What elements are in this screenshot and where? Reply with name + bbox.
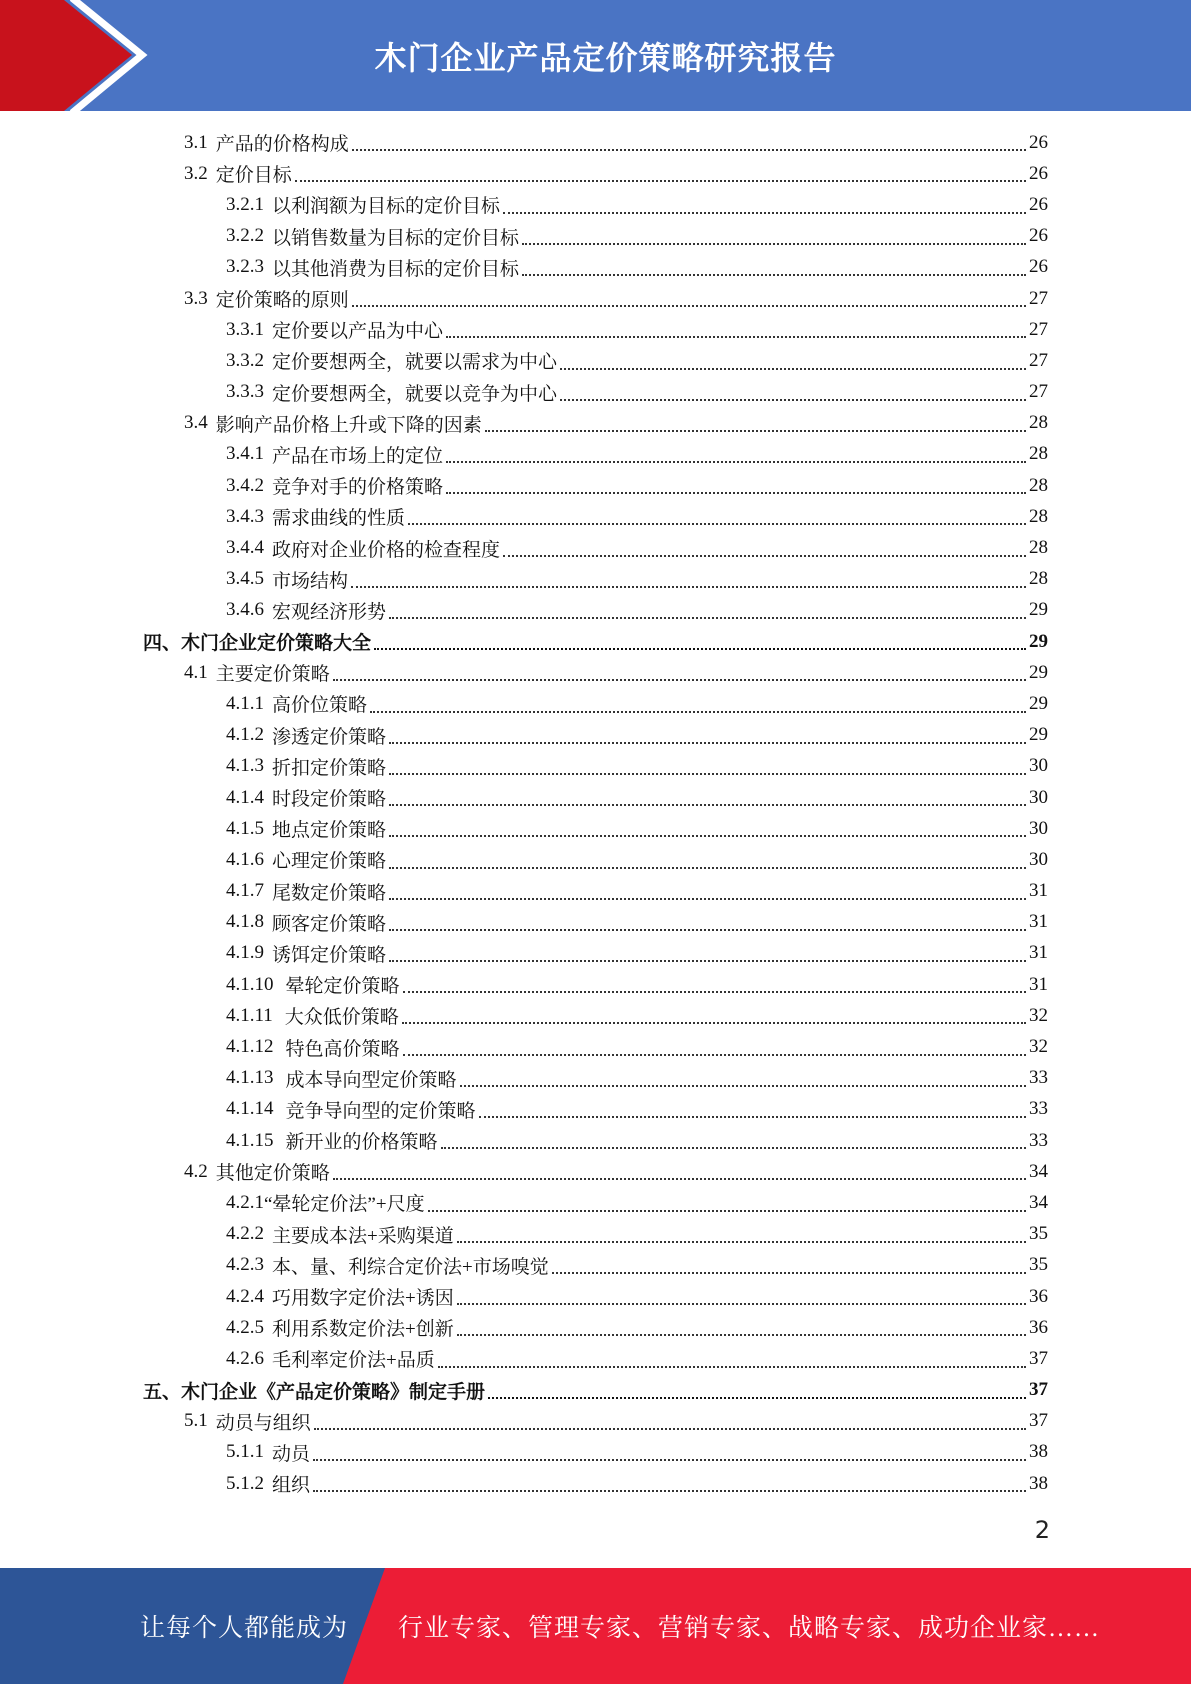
toc-entry-number: 4.1.10 [226, 973, 274, 995]
toc-entry-title: 成本导向型定价策略 [285, 1069, 457, 1091]
toc-entry-title: 毛利率定价法+品质 [272, 1350, 435, 1372]
toc-entry-page: 26 [1029, 225, 1048, 247]
toc-dot-leader [503, 211, 1026, 214]
toc-entry[interactable] [226, 938, 1048, 969]
toc-entry-number: 3.2.3 [226, 256, 264, 278]
toc-dot-leader [488, 1396, 1026, 1399]
toc-dot-leader [446, 335, 1026, 338]
toc-entry-number: 4.1.5 [226, 817, 264, 839]
toc-entry[interactable] [184, 283, 1048, 314]
toc-dot-leader [389, 741, 1026, 744]
table-of-contents [0, 127, 1191, 1499]
toc-entry-number: 4.1.9 [226, 942, 264, 964]
toc-entry[interactable] [226, 1000, 1048, 1031]
toc-entry[interactable] [143, 626, 1048, 657]
toc-entry-title: 高价位策略 [272, 695, 368, 717]
toc-entry[interactable] [226, 1125, 1048, 1156]
toc-entry-title: 本、量、利综合定价法+市场嗅觉 [272, 1256, 549, 1278]
toc-entry-page: 29 [1029, 661, 1048, 683]
toc-entry-title: 折扣定价策略 [272, 757, 387, 779]
toc-entry-title: 定价要以产品为中心 [272, 321, 444, 343]
toc-entry-page: 35 [1029, 1254, 1048, 1276]
toc-entry-number: 3.2 [184, 162, 208, 184]
toc-entry-number: 4.2 [184, 1160, 208, 1182]
toc-entry-title: 宏观经济形势 [272, 601, 387, 623]
toc-entry-number: 4.1.2 [226, 724, 264, 746]
toc-entry-page: 27 [1029, 349, 1048, 371]
toc-dot-leader [552, 1271, 1026, 1274]
toc-entry[interactable] [226, 189, 1048, 220]
toc-entry-page: 26 [1029, 256, 1048, 278]
toc-entry-number: 3.4.1 [226, 443, 264, 465]
toc-entry-page: 26 [1029, 193, 1048, 215]
toc-dot-leader [389, 803, 1026, 806]
toc-dot-leader [428, 1209, 1026, 1212]
toc-dot-leader [389, 866, 1026, 869]
toc-entry-number: 3.4.4 [226, 537, 264, 559]
toc-entry-page: 37 [1029, 1410, 1048, 1432]
toc-entry-number: 4.1.12 [226, 1036, 274, 1058]
toc-entry-title: 定价要想两全，就要以竞争为中心 [272, 383, 558, 405]
toc-entry[interactable] [184, 408, 1048, 439]
toc-entry-page: 30 [1029, 848, 1048, 870]
document-title: 木门企业产品定价策略研究报告 [374, 38, 837, 77]
toc-entry-page: 29 [1029, 599, 1048, 621]
toc-dot-leader [333, 1177, 1026, 1180]
toc-entry-number: 4.2.1 [226, 1191, 264, 1213]
toc-entry-number: 4.1 [184, 661, 208, 683]
toc-entry[interactable] [226, 532, 1048, 563]
toc-dot-leader [351, 585, 1026, 588]
toc-entry[interactable] [184, 158, 1048, 189]
toc-entry[interactable] [226, 1063, 1048, 1094]
toc-entry-page: 29 [1029, 692, 1048, 714]
toc-dot-leader [457, 1240, 1026, 1243]
toc-dot-leader [314, 1427, 1026, 1430]
toc-entry-title: 定价策略的原则 [215, 290, 349, 312]
toc-entry[interactable] [226, 252, 1048, 283]
toc-entry-number: 4.2.5 [226, 1316, 264, 1338]
toc-entry-title: 五、木门企业《产品定价策略》制定手册 [143, 1381, 486, 1403]
toc-entry-page: 31 [1029, 973, 1048, 995]
toc-dot-leader [438, 1365, 1026, 1368]
toc-entry-page: 32 [1029, 1004, 1048, 1026]
toc-entry-title: 需求曲线的性质 [272, 508, 406, 530]
toc-entry-title: 地点定价策略 [272, 820, 387, 842]
toc-entry[interactable] [226, 782, 1048, 813]
toc-dot-leader [389, 616, 1026, 619]
toc-entry-number: 5.1.2 [226, 1472, 264, 1494]
toc-entry-title: 大众低价策略 [284, 1007, 399, 1029]
toc-entry-title: 以销售数量为目标的定价目标 [272, 227, 520, 249]
toc-entry-title: 巧用数字定价法+诱因 [272, 1288, 454, 1310]
toc-dot-leader [485, 429, 1026, 432]
toc-entry-page: 32 [1029, 1036, 1048, 1058]
toc-entry-page: 29 [1029, 630, 1048, 652]
toc-entry[interactable] [226, 1031, 1048, 1062]
toc-entry[interactable] [184, 127, 1048, 158]
toc-dot-leader [333, 678, 1026, 681]
toc-entry[interactable] [226, 1219, 1048, 1250]
toc-entry[interactable] [226, 751, 1048, 782]
toc-dot-leader [352, 304, 1026, 307]
toc-entry-page: 28 [1029, 568, 1048, 590]
toc-entry[interactable] [226, 1312, 1048, 1343]
toc-entry-title: 新开业的价格策略 [285, 1132, 438, 1154]
toc-entry-title: 时段定价策略 [272, 789, 387, 811]
toc-entry-page: 28 [1029, 505, 1048, 527]
toc-entry-number: 4.1.8 [226, 911, 264, 933]
toc-dot-leader [403, 1053, 1026, 1056]
toc-entry-number: 3.4.2 [226, 474, 264, 496]
toc-dot-leader [522, 273, 1026, 276]
toc-dot-leader [313, 1458, 1026, 1461]
toc-entry-page: 33 [1029, 1129, 1048, 1151]
toc-entry-title: 定价目标 [215, 165, 292, 187]
toc-entry-number: 4.1.13 [226, 1067, 274, 1089]
toc-entry-title: 产品的价格构成 [215, 134, 349, 156]
toc-entry[interactable] [226, 1094, 1048, 1125]
toc-entry-title: 尾数定价策略 [272, 882, 387, 904]
toc-dot-leader [374, 647, 1026, 650]
toc-entry-number: 4.1.11 [226, 1004, 273, 1026]
toc-entry-number: 3.4.3 [226, 505, 264, 527]
toc-entry-title: 组织 [272, 1475, 311, 1497]
toc-entry-number: 3.3 [184, 287, 208, 309]
toc-entry[interactable] [226, 907, 1048, 938]
toc-entry-page: 34 [1029, 1160, 1048, 1182]
toc-entry[interactable] [226, 1343, 1048, 1374]
toc-entry-page: 37 [1029, 1347, 1048, 1369]
toc-dot-leader [408, 522, 1026, 525]
toc-dot-leader [352, 148, 1026, 151]
toc-entry-page: 26 [1029, 162, 1048, 184]
toc-entry-title: 利用系数定价法+创新 [272, 1319, 454, 1341]
toc-entry-number: 4.2.2 [226, 1223, 264, 1245]
toc-entry-page: 36 [1029, 1316, 1048, 1338]
toc-entry-title: “晕轮定价法”+尺度 [264, 1194, 425, 1216]
toc-entry-title: 其他定价策略 [215, 1163, 330, 1185]
footer-slogan-left: 让每个人都能成为 [140, 1615, 349, 1642]
toc-entry-page: 29 [1029, 724, 1048, 746]
toc-entry-title: 定价要想两全，就要以需求为中心 [272, 352, 558, 374]
toc-dot-leader [446, 491, 1026, 494]
toc-entry-number: 4.1.3 [226, 755, 264, 777]
toc-entry[interactable] [226, 876, 1048, 907]
toc-entry-title: 竞争对手的价格策略 [272, 477, 444, 499]
toc-entry[interactable] [184, 1406, 1048, 1437]
toc-dot-leader [389, 928, 1026, 931]
toc-entry-page: 28 [1029, 537, 1048, 559]
toc-dot-leader [389, 772, 1026, 775]
toc-entry[interactable] [226, 564, 1048, 595]
toc-entry-title: 晕轮定价策略 [285, 976, 400, 998]
toc-entry-title: 市场结构 [272, 570, 349, 592]
toc-dot-leader [457, 1333, 1026, 1336]
toc-entry-page: 28 [1029, 412, 1048, 434]
toc-entry-title: 四、木门企业定价策略大全 [143, 633, 372, 655]
toc-entry-number: 3.3.3 [226, 381, 264, 403]
toc-entry-page: 30 [1029, 755, 1048, 777]
toc-entry[interactable] [226, 221, 1048, 252]
toc-entry-page: 26 [1029, 131, 1048, 153]
toc-entry[interactable] [226, 1468, 1048, 1499]
toc-entry-title: 主要定价策略 [215, 664, 330, 686]
toc-entry-page: 33 [1029, 1067, 1048, 1089]
toc-entry[interactable] [226, 345, 1048, 376]
toc-entry[interactable] [184, 657, 1048, 688]
toc-entry-page: 37 [1029, 1379, 1048, 1401]
toc-entry-number: 3.3.1 [226, 318, 264, 340]
toc-entry-number: 4.2.3 [226, 1254, 264, 1276]
toc-entry-number: 3.3.2 [226, 349, 264, 371]
toc-entry[interactable] [226, 720, 1048, 751]
toc-entry[interactable] [226, 1437, 1048, 1468]
toc-dot-leader [402, 1021, 1026, 1024]
toc-entry-page: 30 [1029, 786, 1048, 808]
toc-entry-title: 特色高价策略 [285, 1038, 400, 1060]
toc-entry[interactable] [226, 1187, 1048, 1218]
toc-entry-number: 3.1 [184, 131, 208, 153]
toc-entry-page: 38 [1029, 1472, 1048, 1494]
toc-entry-number: 4.1.1 [226, 692, 264, 714]
toc-entry-page: 31 [1029, 911, 1048, 933]
toc-entry[interactable] [226, 595, 1048, 626]
page-header [0, 0, 1191, 111]
toc-entry-title: 渗透定价策略 [272, 726, 387, 748]
toc-entry-page: 31 [1029, 880, 1048, 902]
toc-dot-leader [522, 242, 1026, 245]
toc-entry-title: 顾客定价策略 [272, 913, 387, 935]
toc-entry[interactable] [226, 377, 1048, 408]
toc-dot-leader [460, 1084, 1026, 1087]
toc-entry[interactable] [226, 1281, 1048, 1312]
toc-entry-number: 3.2.1 [226, 193, 264, 215]
toc-entry[interactable] [226, 501, 1048, 532]
toc-dot-leader [389, 834, 1026, 837]
toc-entry-title: 动员与组织 [215, 1412, 311, 1434]
toc-entry-page: 28 [1029, 443, 1048, 465]
toc-entry-number: 5.1 [184, 1410, 208, 1432]
toc-dot-leader [503, 554, 1026, 557]
toc-entry-page: 31 [1029, 942, 1048, 964]
toc-entry-page: 27 [1029, 381, 1048, 403]
toc-entry-title: 影响产品价格上升或下降的因素 [215, 414, 482, 436]
toc-entry-title: 动员 [272, 1443, 311, 1465]
toc-entry[interactable] [226, 813, 1048, 844]
footer-slogan-right: 行业专家、管理专家、营销专家、战略专家、成功企业家…… [398, 1615, 1101, 1642]
toc-entry-title: 以利润额为目标的定价目标 [272, 196, 501, 218]
toc-entry-title: 诱饵定价策略 [272, 944, 387, 966]
toc-dot-leader [560, 367, 1026, 370]
toc-entry-title: 以其他消费为目标的定价目标 [272, 258, 520, 280]
toc-dot-leader [457, 1302, 1026, 1305]
toc-entry-number: 4.1.4 [226, 786, 264, 808]
toc-dot-leader [295, 179, 1026, 182]
toc-entry-page: 30 [1029, 817, 1048, 839]
toc-entry[interactable] [226, 314, 1048, 345]
toc-entry-number: 4.1.14 [226, 1098, 274, 1120]
toc-entry-number: 4.1.15 [226, 1129, 274, 1151]
toc-entry[interactable] [226, 1250, 1048, 1281]
toc-entry-number: 5.1.1 [226, 1441, 264, 1463]
page-number: 2 [1034, 1516, 1050, 1544]
page-footer [0, 1568, 1191, 1684]
toc-entry[interactable] [226, 844, 1048, 875]
toc-entry[interactable] [226, 688, 1048, 719]
toc-entry-page: 27 [1029, 287, 1048, 309]
toc-entry-number: 3.4.6 [226, 599, 264, 621]
toc-entry-page: 27 [1029, 318, 1048, 340]
toc-entry[interactable] [226, 969, 1048, 1000]
toc-entry[interactable] [184, 1156, 1048, 1187]
toc-entry-number: 4.2.4 [226, 1285, 264, 1307]
toc-entry-page: 28 [1029, 474, 1048, 496]
toc-entry[interactable] [226, 470, 1048, 501]
toc-entry-number: 3.2.2 [226, 225, 264, 247]
toc-entry-page: 35 [1029, 1223, 1048, 1245]
toc-entry-title: 政府对企业价格的检查程度 [272, 539, 501, 561]
toc-entry-number: 4.1.6 [226, 848, 264, 870]
toc-entry-title: 主要成本法+采购渠道 [272, 1225, 454, 1247]
toc-entry-title: 心理定价策略 [272, 851, 387, 873]
toc-dot-leader [313, 1489, 1026, 1492]
toc-entry-page: 33 [1029, 1098, 1048, 1120]
toc-dot-leader [446, 460, 1026, 463]
toc-entry-number: 4.2.6 [226, 1347, 264, 1369]
toc-entry-number: 4.1.7 [226, 880, 264, 902]
toc-dot-leader [479, 1115, 1026, 1118]
toc-dot-leader [370, 710, 1026, 713]
toc-entry-page: 38 [1029, 1441, 1048, 1463]
toc-dot-leader [389, 897, 1026, 900]
toc-entry-page: 34 [1029, 1191, 1048, 1213]
toc-entry[interactable] [143, 1375, 1048, 1406]
toc-entry-number: 3.4.5 [226, 568, 264, 590]
toc-entry-title: 竞争导向型的定价策略 [285, 1100, 476, 1122]
toc-dot-leader [403, 990, 1026, 993]
toc-entry-page: 36 [1029, 1285, 1048, 1307]
toc-dot-leader [560, 398, 1026, 401]
toc-entry-title: 产品在市场上的定位 [272, 445, 444, 467]
toc-dot-leader [389, 959, 1026, 962]
toc-dot-leader [441, 1146, 1026, 1149]
toc-entry-number: 3.4 [184, 412, 208, 434]
toc-entry[interactable] [226, 439, 1048, 470]
